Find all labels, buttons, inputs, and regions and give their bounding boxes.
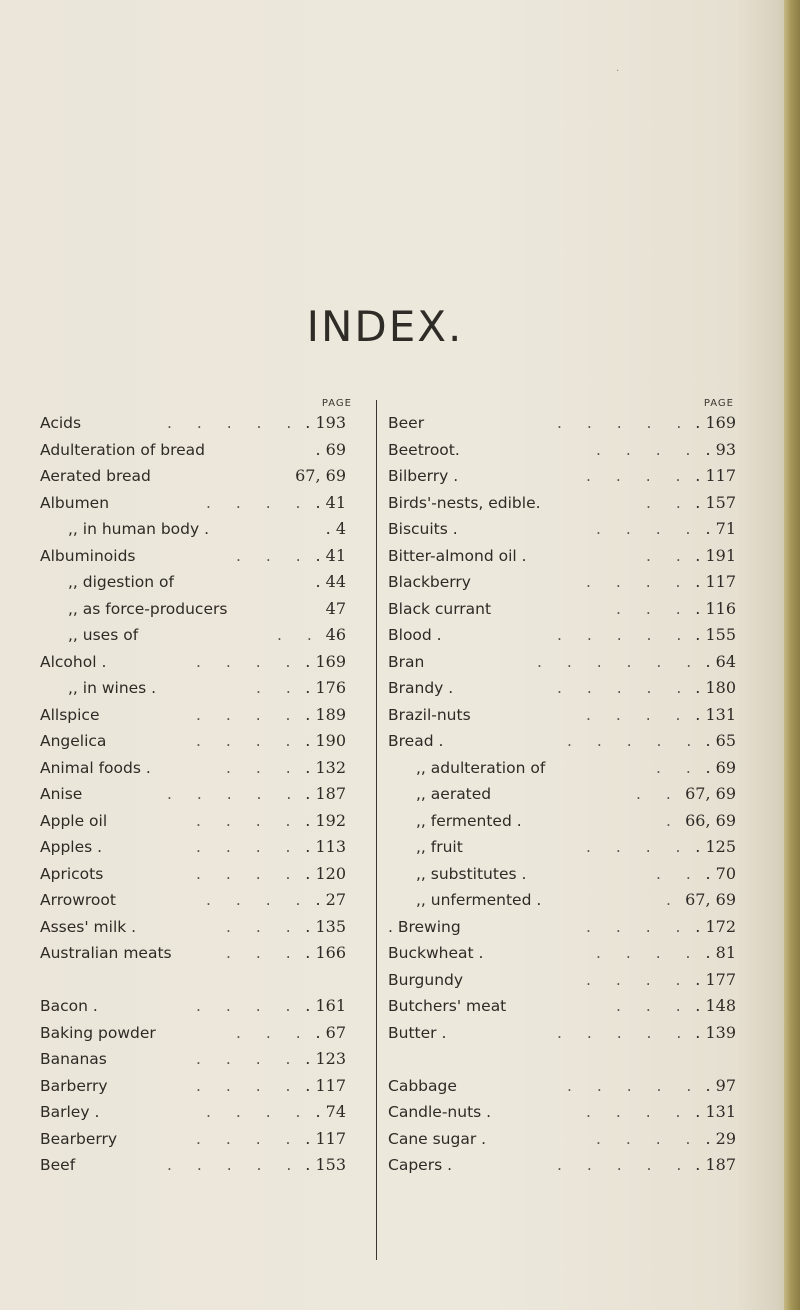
index-entry-leader-dots: . . . . [206, 493, 311, 512]
index-entry-page: . 131 [695, 704, 736, 724]
index-entry-leader-dots: . . [646, 493, 691, 512]
index-entry-label: Butter . [388, 1023, 447, 1042]
index-entry-page: . 191 [695, 545, 736, 565]
index-entry-page: . 193 [305, 413, 346, 432]
index-entry-leader-dots: . . [656, 758, 701, 777]
index-entry-page: . 139 [695, 1022, 736, 1042]
index-entry-label: ,, fruit [416, 838, 463, 856]
index-entry-label: Beetroot. [388, 440, 460, 459]
index-entry [388, 596, 746, 623]
index-entry-page: 67, 69 [685, 890, 736, 909]
index-entry-label: Barley . [40, 1103, 100, 1121]
index-entry [388, 940, 746, 967]
index-entry [40, 490, 358, 517]
index-entry-page: . 97 [705, 1075, 736, 1095]
index-entry-leader-dots: . . [646, 546, 691, 565]
index-entry-page: 46 [325, 625, 346, 644]
index-entry-leader-dots: . . . . [206, 1103, 311, 1121]
index-entry-label: ,, adulteration of [416, 758, 546, 777]
index-entry-label: ,, uses of [68, 626, 139, 644]
index-entry-label: Burgundy [388, 970, 464, 989]
index-entry-leader-dots: . . . . . [557, 1023, 692, 1042]
index-entry-page: . 176 [305, 678, 346, 697]
page-header-label: PAGE [321, 398, 352, 409]
index-entry [388, 914, 746, 941]
index-entry-page: . 187 [695, 1155, 736, 1174]
page-header-label: PAGE [703, 398, 734, 409]
index-entry-label: Angelica [40, 732, 107, 750]
index-entry-leader-dots: . . . . . [557, 414, 692, 432]
index-entry-leader-dots: . . . . [196, 732, 301, 750]
index-entry-label: Blackberry [388, 573, 471, 591]
index-entry [388, 1152, 746, 1179]
index-entry-leader-dots: . . . . . [167, 785, 302, 803]
index-entry-leader-dots: . . . . . . [537, 652, 702, 671]
index-entry-page: . 161 [305, 996, 346, 1015]
index-entry-leader-dots: . . . . . [567, 732, 702, 750]
index-entry [40, 940, 358, 967]
index-column-left [40, 398, 358, 1179]
index-entry-leader-dots: . . . . . [167, 1156, 302, 1174]
index-entry-leader-dots: . . . . [196, 997, 301, 1015]
index-entry-label: Bearberry [40, 1129, 118, 1148]
index-entry-label: Brandy . [388, 679, 454, 697]
index-entry-label: Acids [40, 414, 82, 432]
index-entry-label: Buckwheat . [388, 944, 484, 962]
index-entry-label: Biscuits . [388, 520, 458, 538]
index-entry-label: Asses' milk . [40, 917, 137, 936]
index-entry-leader-dots: . . . . [196, 652, 301, 671]
index-entry-leader-dots: . . . . [586, 573, 691, 591]
index-entry [40, 808, 358, 835]
index-entry-page: . 187 [305, 784, 346, 803]
index-entry [40, 1152, 358, 1179]
index-entry-page: . 125 [695, 837, 736, 856]
index-entry [40, 834, 358, 861]
index-entry-leader-dots: . . . . [596, 944, 701, 962]
index-entry [40, 1126, 358, 1153]
index-entry-page: . 93 [705, 439, 736, 459]
index-entry-leader-dots: . . . . [586, 970, 691, 989]
index-entry-leader-dots: . . . [236, 546, 311, 565]
index-entry-label: ,, digestion of [68, 573, 174, 591]
index-entry [40, 914, 358, 941]
index-entry-page: . 27 [315, 890, 346, 909]
index-entry-leader-dots: . . . . . [567, 1076, 702, 1095]
index-entry-page: . 132 [305, 757, 346, 777]
index-entry [40, 1046, 358, 1073]
index-entry [40, 861, 358, 888]
index-entry [40, 463, 358, 490]
index-entry-label: Adulteration of bread [40, 440, 206, 459]
index-entry-label: Blood . [388, 626, 442, 644]
index-entry-leader-dots: . . . . [586, 1103, 691, 1121]
index-entry-label: Candle-nuts . [388, 1103, 492, 1121]
index-entry-leader-dots: . . . . [196, 838, 301, 856]
index-entry [388, 728, 746, 755]
index-entry-page: . 153 [305, 1155, 346, 1174]
index-entry-page: . 166 [305, 943, 346, 962]
index-entry [388, 755, 746, 782]
index-entry-page: . 117 [305, 1128, 346, 1148]
index-entry-label: ,, as force-producers [68, 599, 228, 618]
index-entry-page: 67, 69 [685, 784, 736, 803]
index-entry [40, 755, 358, 782]
binding-edge [784, 0, 800, 1310]
index-entry-leader-dots: . . . . [586, 467, 691, 485]
index-entry [388, 410, 746, 437]
index-entry-page: . 169 [695, 413, 736, 432]
index-entry-leader-dots: . . . [616, 599, 691, 618]
index-entry-page: . 65 [705, 731, 736, 750]
index-entry-label: Capers . [388, 1156, 452, 1174]
index-entry [388, 993, 746, 1020]
index-entry-leader-dots: . . . . . [557, 679, 692, 697]
index-letter-gap [388, 1046, 746, 1073]
index-entry-leader-dots: . . . [226, 758, 301, 777]
index-entry-page: . 41 [315, 492, 346, 512]
index-entry [40, 675, 358, 702]
index-entry-label: Albuminoids [40, 546, 136, 565]
index-entry-label: ,, aerated [416, 785, 492, 803]
index-entry-page: . 117 [305, 1075, 346, 1095]
page-column-header-right [388, 398, 746, 410]
index-entry-label: Beef [40, 1156, 76, 1174]
index-entry [388, 1073, 746, 1100]
index-entry-label: Cabbage [388, 1076, 457, 1095]
index-entry-page: . 4 [325, 519, 346, 538]
index-entry [388, 808, 746, 835]
index-entry-label: ,, unfermented . [416, 891, 542, 909]
index-letter-gap [40, 967, 358, 994]
index-entry-label: Animal foods . [40, 758, 151, 777]
index-entry-page: . 180 [695, 678, 736, 697]
index-entry-label: Bananas [40, 1050, 107, 1068]
index-entry [388, 437, 746, 464]
index-entry-leader-dots: . . . [616, 997, 691, 1015]
index-entry [40, 622, 358, 649]
index-entry-label: Australian meats [40, 944, 172, 962]
index-entry-page: . 69 [315, 439, 346, 459]
index-entry [388, 861, 746, 888]
index-entry [388, 887, 746, 914]
index-entry [388, 622, 746, 649]
index-entry-label: Albumen [40, 493, 110, 512]
index-entry-page: . 123 [305, 1049, 346, 1068]
index-entry-leader-dots: . . . . [596, 440, 701, 459]
index-entry-page: 67, 69 [295, 466, 346, 485]
index-entry-page: . 148 [695, 996, 736, 1015]
index-entry-page: . 189 [305, 704, 346, 724]
index-entry [388, 702, 746, 729]
index-entry-page: . 116 [695, 598, 736, 618]
index-entry-label: Apples . [40, 838, 103, 856]
index-entry-leader-dots: . . [256, 679, 301, 697]
index-entry-page: . 117 [695, 466, 736, 485]
page-column-header-left [40, 398, 358, 410]
index-entry-label: Baking powder [40, 1023, 156, 1042]
index-entry-leader-dots: . . . . [586, 917, 691, 936]
index-entry [388, 834, 746, 861]
index-entry [40, 437, 358, 464]
index-entry-leader-dots: . . . [226, 944, 301, 962]
index-entry-label: Black currant [388, 599, 492, 618]
index-entry-leader-dots: . [666, 891, 681, 909]
index-entry-leader-dots: . . . [226, 917, 301, 936]
index-entry [40, 543, 358, 570]
index-entry-label: Bacon . [40, 997, 98, 1015]
index-entry-page: . 177 [695, 969, 736, 989]
index-entry [40, 596, 358, 623]
index-entry [388, 463, 746, 490]
column-divider [376, 400, 377, 1260]
index-entries-left [40, 410, 358, 1179]
index-entry [388, 1126, 746, 1153]
index-entry-label: ,, fermented . [416, 811, 522, 830]
index-entry-page: . 44 [315, 572, 346, 591]
index-entry-leader-dots: . . . . [596, 1129, 701, 1148]
index-entry-page: . 74 [315, 1102, 346, 1121]
index-entry-leader-dots: . [666, 811, 681, 830]
index-entry [40, 781, 358, 808]
index-entry [388, 543, 746, 570]
index-entry [40, 1020, 358, 1047]
index-entry-page: . 69 [705, 757, 736, 777]
index-entry-leader-dots: . . . . [586, 838, 691, 856]
index-entry [40, 728, 358, 755]
index-entry [40, 1073, 358, 1100]
index-entry-label: Butchers' meat [388, 997, 507, 1015]
index-entry-page: . 64 [705, 651, 736, 671]
index-entry-label: Anise [40, 785, 83, 803]
index-entry-leader-dots: . . . . [206, 891, 311, 909]
index-entry-leader-dots: . . . . [586, 705, 691, 724]
index-entry [40, 410, 358, 437]
index-entry-label: Alcohol . [40, 652, 107, 671]
index-entry-leader-dots: . . . . . [557, 1156, 692, 1174]
index-entry [40, 649, 358, 676]
index-entry-label: Barberry [40, 1076, 108, 1095]
index-entry-label: Aerated bread [40, 467, 151, 485]
index-entry [388, 1020, 746, 1047]
index-entry-label: Bitter-almond oil . [388, 546, 527, 565]
index-entry-leader-dots: . . . . [196, 1129, 301, 1148]
index-entry-leader-dots: . . [656, 864, 701, 883]
index-entry-leader-dots: . . . [236, 1023, 311, 1042]
index-entry [40, 702, 358, 729]
index-entry-label: Apple oil [40, 811, 108, 830]
index-entry-leader-dots: . . . . [196, 1050, 301, 1068]
index-entry-label: Bran [388, 652, 425, 671]
index-entry-page: 66, 69 [685, 810, 736, 830]
index-entry-label: Brazil-nuts [388, 705, 471, 724]
index-entry-leader-dots: . . . . . [167, 414, 302, 432]
index-entry-leader-dots: . . [277, 626, 322, 644]
index-entry-leader-dots: . . . . [196, 1076, 301, 1095]
index-entry-leader-dots: . . . . [196, 705, 301, 724]
index-entry-page: . 29 [705, 1128, 736, 1148]
index-entry [388, 781, 746, 808]
index-entry [388, 516, 746, 543]
index-entry-page: . 71 [705, 519, 736, 538]
index-entry [40, 516, 358, 543]
index-entry-page: . 81 [705, 943, 736, 962]
index-entry-label: Bread . [388, 732, 444, 750]
index-entry-page: . 157 [695, 492, 736, 512]
index-entry-label: ,, in human body . [68, 520, 210, 538]
index-entry-leader-dots: . . [636, 785, 681, 803]
index-entry-page: . 169 [305, 651, 346, 671]
index-entry [40, 569, 358, 596]
index-entry-leader-dots: . . . . [196, 811, 301, 830]
index-entry-leader-dots: . . . . [596, 520, 701, 538]
index-entry-leader-dots: . . . . . [557, 626, 692, 644]
index-entry-label: Cane sugar . [388, 1129, 487, 1148]
index-entry [388, 967, 746, 994]
index-entry [388, 490, 746, 517]
index-entry-page: 47 [325, 598, 346, 618]
index-entry [40, 1099, 358, 1126]
index-entry-label: ,, in wines . [68, 679, 157, 697]
page-title: INDEX. [306, 302, 464, 351]
index-entry-page: . 117 [695, 572, 736, 591]
index-entry-label: ,, substitutes . [416, 864, 527, 883]
index-entry-page: . 113 [305, 837, 346, 856]
index-entry-page: . 120 [305, 863, 346, 883]
index-entry-label: Apricots [40, 864, 104, 883]
index-entry [388, 569, 746, 596]
index-entry-page: . 67 [315, 1022, 346, 1042]
index-entry-label: Beer [388, 414, 425, 432]
index-entry [388, 675, 746, 702]
index-entry-label: Allspice [40, 705, 100, 724]
index-entry-page: . 192 [305, 810, 346, 830]
index-entry [40, 993, 358, 1020]
index-entry [40, 887, 358, 914]
index-entry-page: . 135 [305, 916, 346, 936]
index-entry-page: . 41 [315, 545, 346, 565]
page-speck: · [616, 66, 620, 77]
index-entry-leader-dots: . . . . [196, 864, 301, 883]
index-entry [388, 1099, 746, 1126]
index-column-right [388, 398, 746, 1179]
index-entry-label: Arrowroot [40, 891, 116, 909]
index-entry-page: . 172 [695, 916, 736, 936]
index-entry-page: . 70 [705, 863, 736, 883]
index-entry-page: . 190 [305, 731, 346, 750]
index-entry-label: Bilberry . [388, 467, 459, 485]
index-entry-page: . 155 [695, 625, 736, 644]
index-entry-label: Birds'-nests, edible. [388, 493, 541, 512]
index-entries-right [388, 410, 746, 1179]
index-entry-label: . Brewing [388, 917, 461, 936]
index-entry-page: . 131 [695, 1102, 736, 1121]
index-entry [388, 649, 746, 676]
